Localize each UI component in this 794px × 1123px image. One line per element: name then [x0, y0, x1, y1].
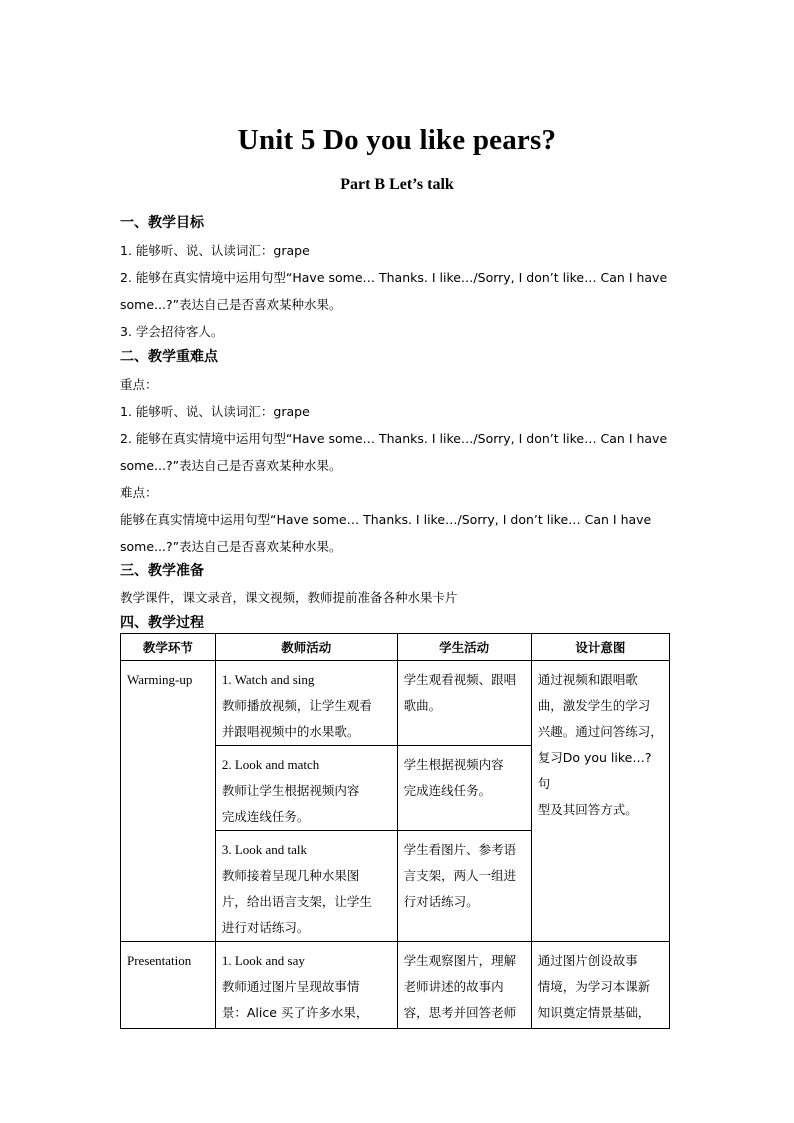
section-heading-process: 四、教学过程: [120, 615, 204, 631]
key-points-block: [120, 371, 680, 560]
objective-item: 2. 能够在真实情境中运用句型“Have some… Thanks. I like…/Sorry, I don’t like… Can I have: [120, 270, 668, 285]
key-item: 2. 能够在真实情境中运用句型“Have some… Thanks. I like…/Sorry, I don’t like… Can I have: [120, 431, 668, 446]
difficulty-label: 难点：: [120, 485, 158, 500]
student-activity-cell: 学生观看视频、跟唱 歌曲。: [397, 661, 531, 746]
table-row: [121, 942, 670, 1029]
key-label: 重点：: [120, 377, 158, 392]
design-purpose-cell: 通过视频和跟唱歌 曲，激发学生的学习 兴趣。通过问答练习， 复习Do you like…?句 型及其回答方式。: [531, 661, 669, 942]
header-design-purpose: 设计意图: [531, 634, 669, 661]
objective-item: 3. 学会招待客人。: [120, 324, 224, 339]
teacher-activity-cell: 1. Watch and sing 教师播放视频，让学生观看 并跟唱视频中的水果歌。: [215, 661, 397, 746]
difficulty-item: some...?”表达自己是否喜欢某种水果。: [120, 539, 342, 554]
difficulty-item: 能够在真实情境中运用句型“Have some… Thanks. I like…/Sorry, I don’t like… Can I have: [120, 512, 652, 527]
key-item: 1. 能够听、说、认读词汇：grape: [120, 404, 310, 419]
key-item: some...?”表达自己是否喜欢某种水果。: [120, 458, 342, 473]
process-table: [120, 633, 670, 1029]
objective-item: 1. 能够听、说、认读词汇：grape: [120, 243, 310, 258]
table-header-row: [121, 634, 670, 661]
header-stage: 教学环节: [121, 634, 216, 661]
section-heading-preparation: 三、教学准备: [120, 563, 204, 579]
objective-item: some...?”表达自己是否喜欢某种水果。: [120, 297, 342, 312]
student-activity-cell: 学生观察图片，理解 老师讲述的故事内 容，思考并回答老师: [397, 942, 531, 1029]
section-heading-key-points: 二、教学重难点: [120, 349, 218, 365]
teacher-activity-cell: 3. Look and talk 教师接着呈现几种水果图 片，给出语言支架，让学生 进行对话练习。: [215, 831, 397, 942]
stage-cell: Presentation: [121, 942, 216, 1029]
page-subtitle: Part B Let’s talk: [340, 176, 454, 193]
design-purpose-cell: 通过图片创设故事 情境，为学习本课新 知识奠定情景基础，: [531, 942, 669, 1029]
header-teacher-activity: 教师活动: [215, 634, 397, 661]
table-row: [121, 661, 670, 746]
header-student-activity: 学生活动: [397, 634, 531, 661]
teacher-activity-cell: 1. Look and say 教师通过图片呈现故事情 景：Alice 买了许多水果，: [215, 942, 397, 1029]
teacher-activity-cell: 2. Look and match 教师让学生根据视频内容 完成连线任务。: [215, 746, 397, 831]
student-activity-cell: 学生看图片、参考语 言支架，两人一组进 行对话练习。: [397, 831, 531, 942]
objectives-list: [120, 237, 680, 345]
preparation-text: 教学课件，课文录音，课文视频，教师提前准备各种水果卡片: [120, 590, 458, 605]
student-activity-cell: 学生根据视频内容 完成连线任务。: [397, 746, 531, 831]
page-title: Unit 5 Do you like pears?: [237, 124, 557, 156]
stage-cell: Warming-up: [121, 661, 216, 942]
section-heading-objectives: 一、教学目标: [120, 215, 204, 231]
